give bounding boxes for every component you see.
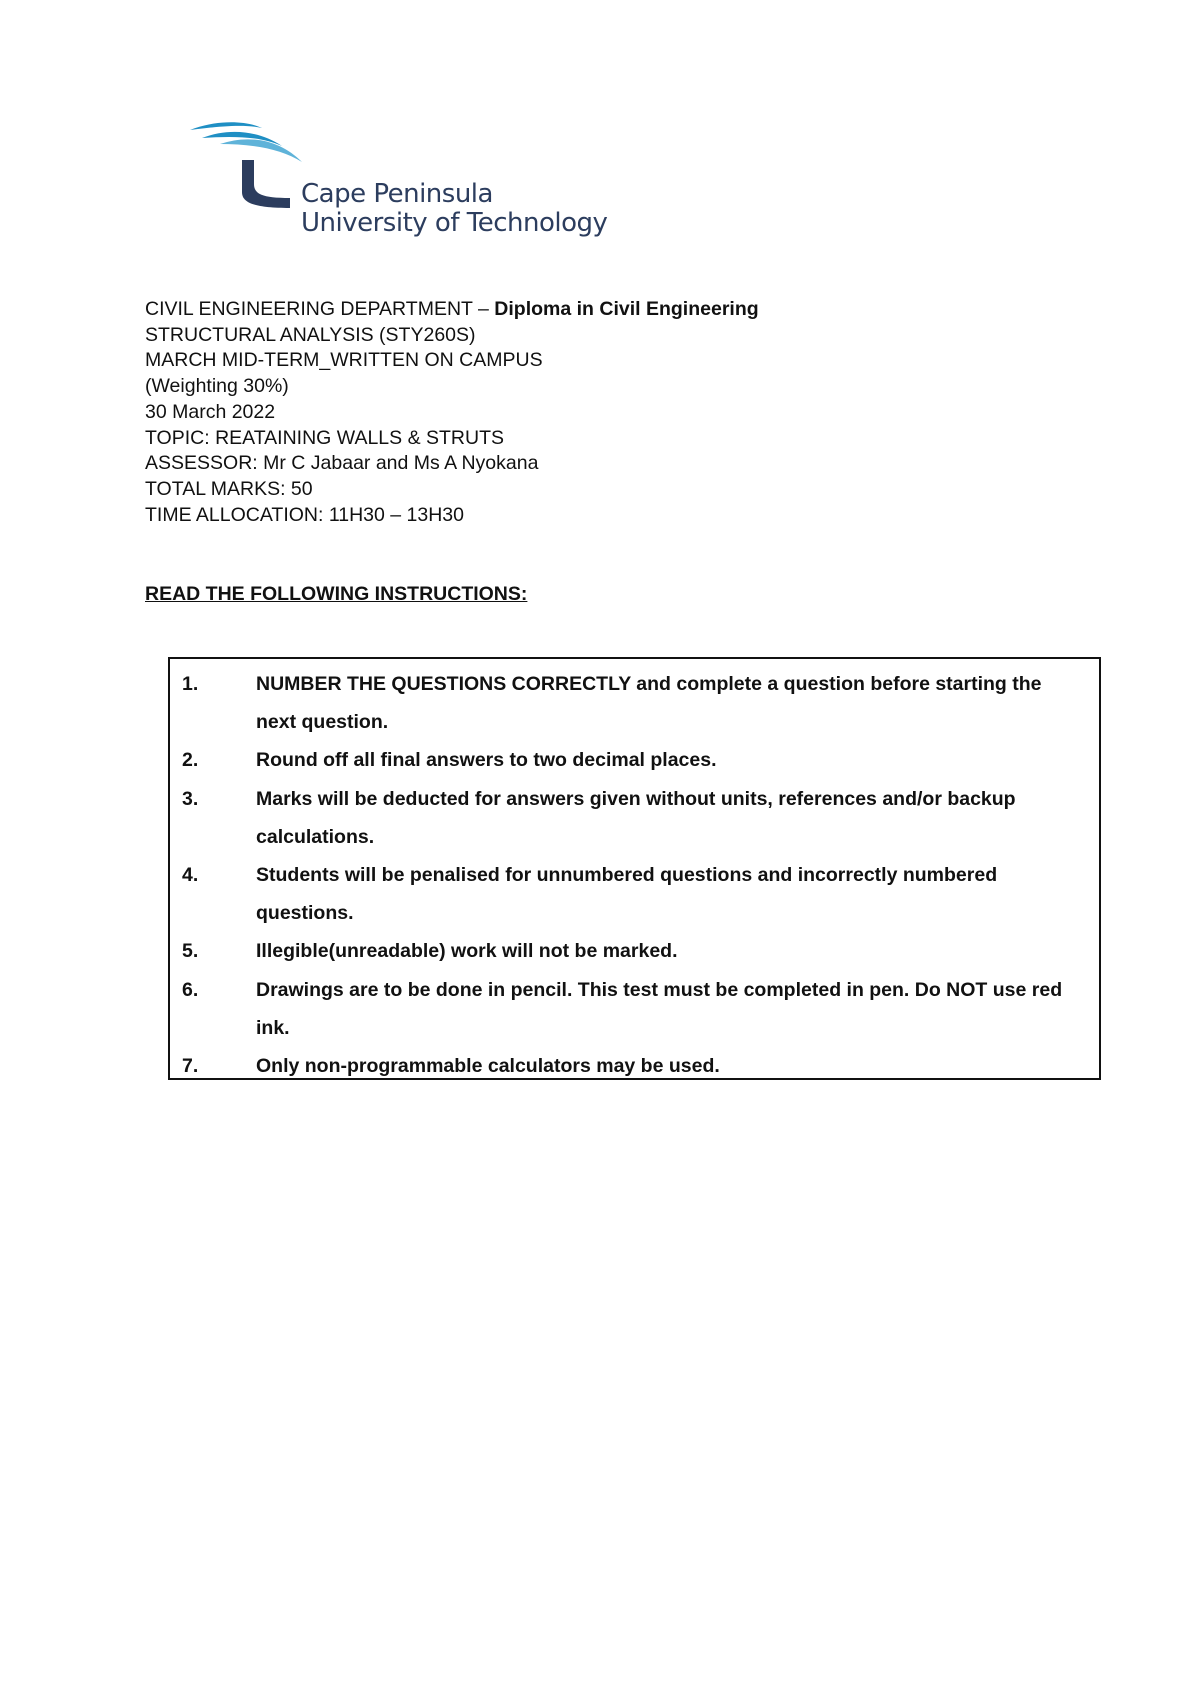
instruction-number: 4. <box>182 864 199 887</box>
logo-line-1: Cape Peninsula <box>301 179 493 209</box>
instruction-item <box>170 856 1099 932</box>
department-line <box>145 297 759 323</box>
topic-line: TOPIC: REATAINING WALLS & STRUTS <box>145 426 504 449</box>
instruction-text: Illegible(unreadable) work will not be marked. <box>256 940 678 963</box>
instructions-box <box>168 657 1101 1080</box>
assessor-line: ASSESSOR: Mr C Jabaar and Ms A Nyokana <box>145 452 539 475</box>
logo-wordmark <box>301 180 607 238</box>
time-allocation-line: TIME ALLOCATION: 11H30 – 13H30 <box>145 503 464 526</box>
diploma-text: Diploma in Civil Engineering <box>494 298 759 320</box>
instruction-number: 5. <box>182 940 199 963</box>
instruction-item <box>170 665 1099 741</box>
university-logo <box>190 118 630 253</box>
logo-wave-top <box>190 122 262 130</box>
exam-header <box>145 297 759 528</box>
instruction-text: NUMBER THE QUESTIONS CORRECTLY and complete a question before starting the next question. <box>256 673 1042 734</box>
instruction-number: 2. <box>182 749 199 772</box>
instruction-number: 1. <box>182 673 199 695</box>
instructions-heading: READ THE FOLLOWING INSTRUCTIONS: <box>145 583 528 605</box>
instruction-number: 3. <box>182 787 199 810</box>
logo-wave-bottom <box>220 139 302 162</box>
instruction-number: 6. <box>182 978 199 1001</box>
assessment-line: MARCH MID-TERM_WRITTEN ON CAMPUS <box>145 349 543 372</box>
weighting-line: (Weighting 30%) <box>145 375 289 398</box>
instruction-text: Only non-programmable calculators may be used. <box>256 1055 720 1078</box>
logo-hook-shape <box>242 160 290 208</box>
logo-line-2: University of Technology <box>301 208 608 238</box>
instruction-number: 7. <box>182 1055 199 1078</box>
instruction-item <box>170 971 1099 1047</box>
instruction-item <box>170 932 1099 970</box>
date-line: 30 March 2022 <box>145 400 276 423</box>
subject-line: STRUCTURAL ANALYSIS (STY260S) <box>145 323 476 346</box>
instruction-text: Drawings are to be done in pencil. This test must be completed in pen. Do NOT use red ink. <box>256 978 1063 1039</box>
instruction-item <box>170 1047 1099 1085</box>
total-marks-line: TOTAL MARKS: 50 <box>145 477 313 500</box>
department-text: CIVIL ENGINEERING DEPARTMENT – <box>145 298 495 320</box>
instruction-text: Students will be penalised for unnumbered questions and incorrectly numbered questions. <box>256 864 998 925</box>
instruction-text: Round off all final answers to two decimal places. <box>256 749 717 772</box>
instruction-text: Marks will be deducted for answers given without units, references and/or backup calculations. <box>256 787 1016 848</box>
instruction-item <box>170 741 1099 779</box>
instruction-item <box>170 780 1099 856</box>
